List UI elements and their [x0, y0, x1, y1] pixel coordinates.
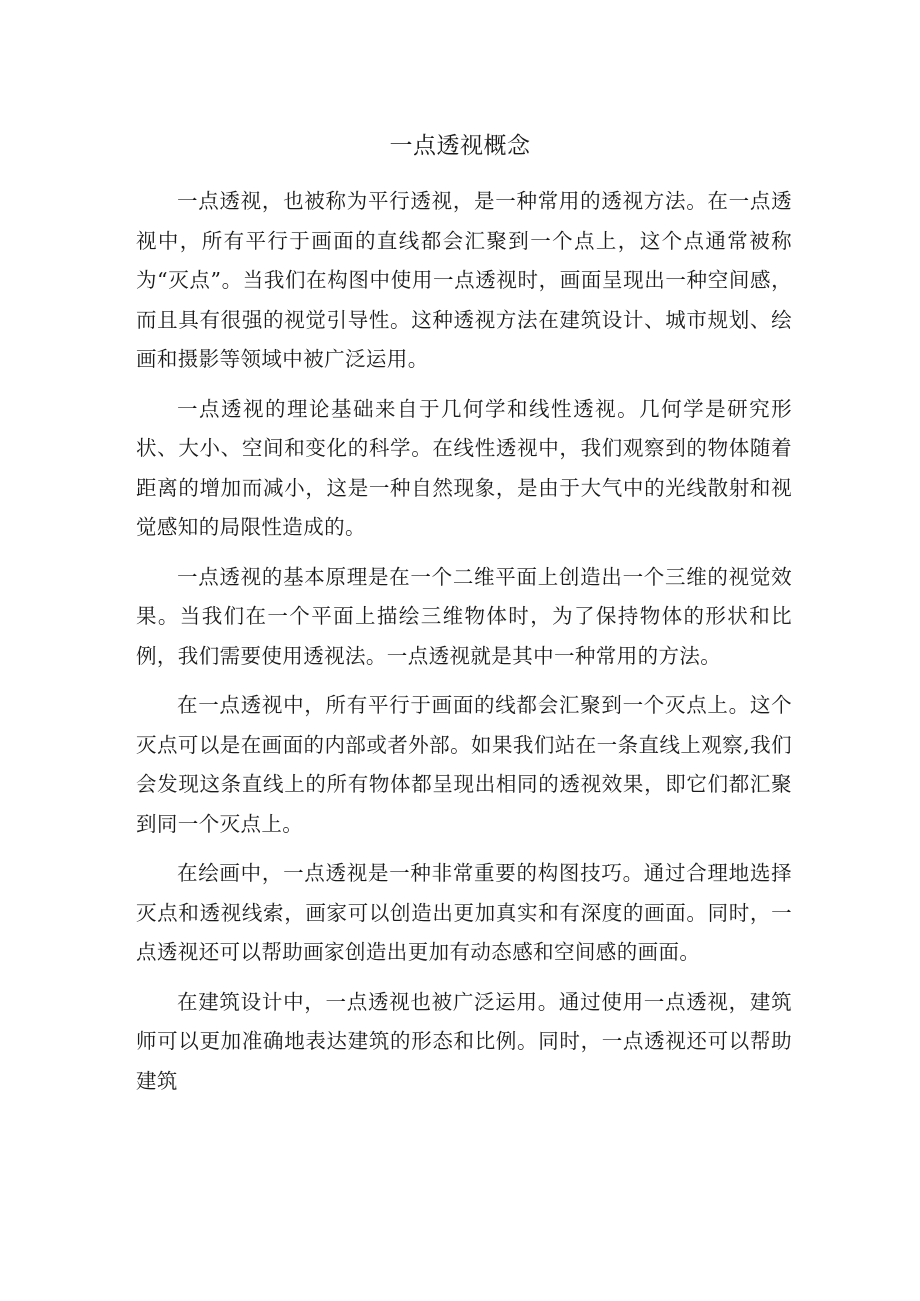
paragraph-2: 一点透视的理论基础来自于几何学和线性透视。几何学是研究形状、大小、空间和变化的科学。在线性透视中，我们观察到的物体随着距离的增加而减小，这是一种自然现象，是由于大气中的光线散射和视觉感知的局限性造成的。	[136, 396, 792, 539]
paragraph-6: 在建筑设计中，一点透视也被广泛运用。通过使用一点透视，建筑师可以更加准确地表达建筑的形态和比例。同时，一点透视还可以帮助建筑	[136, 989, 792, 1093]
paragraph-3: 一点透视的基本原理是在一个二维平面上创造出一个三维的视觉效果。当我们在一个平面上描绘三维物体时，为了保持物体的形状和比例，我们需要使用透视法。一点透视就是其中一种常用的方法。	[136, 564, 792, 668]
paragraph-4: 在一点透视中，所有平行于画面的线都会汇聚到一个灭点上。这个灭点可以是在画面的内部或者外部。如果我们站在一条直线上观察,我们会发现这条直线上的所有物体都呈现出相同的透视效果，即它们都汇聚到同一个灭点上。	[136, 693, 792, 836]
document-body	[136, 182, 792, 1111]
paragraph-5: 在绘画中，一点透视是一种非常重要的构图技巧。通过合理地选择灭点和透视线索，画家可以创造出更加真实和有深度的画面。同时，一点透视还可以帮助画家创造出更加有动态感和空间感的画面。	[136, 861, 792, 964]
document-title: 一点透视概念	[389, 133, 531, 159]
paragraph-1: 一点透视，也被称为平行透视，是一种常用的透视方法。在一点透视中，所有平行于画面的直线都会汇聚到一个点上，这个点通常被称为“灭点”。当我们在构图中使用一点透视时，画面呈现出一种空间感，而且具有很强的视觉引导性。这种透视方法在建筑设计、城市规划、绘画和摄影等领域中被广泛运用。	[136, 189, 792, 371]
